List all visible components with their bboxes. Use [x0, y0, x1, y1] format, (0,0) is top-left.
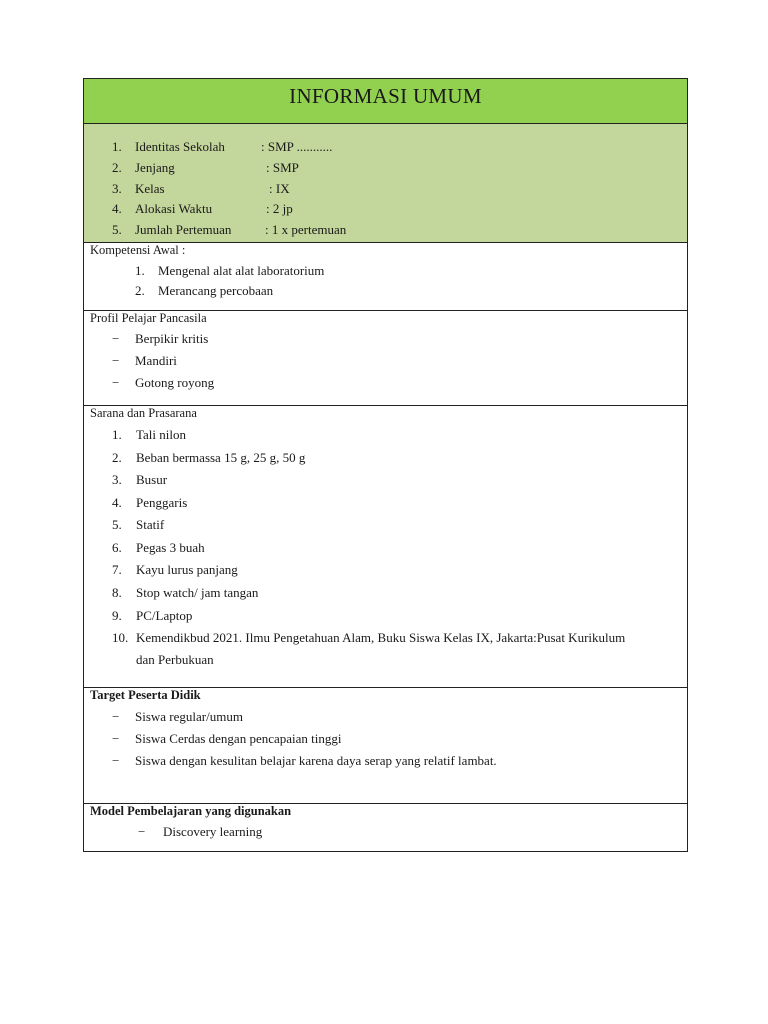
bullet-dash: −	[112, 753, 120, 768]
sarana-item: Stop watch/ jam tangan	[136, 585, 259, 600]
target-peserta-section	[84, 687, 687, 803]
target-item: Siswa regular/umum	[135, 709, 243, 724]
info-value: : 2 jp	[266, 201, 293, 217]
sarana-number: 10.	[112, 630, 129, 645]
bullet-dash: −	[138, 824, 146, 839]
kompetensi-item: Mengenal alat alat laboratorium	[158, 263, 325, 278]
sarana-number: 8.	[112, 585, 122, 600]
info-number: 4.	[112, 201, 122, 217]
info-value: : SMP	[266, 159, 299, 175]
profil-item: Gotong royong	[135, 375, 215, 390]
sarana-number: 4.	[112, 495, 122, 510]
info-number: 1.	[112, 139, 122, 154]
target-heading: Target Peserta Didik	[90, 688, 201, 702]
kompetensi-item: Merancang percobaan	[158, 283, 274, 298]
page-title: INFORMASI UMUM	[289, 84, 482, 108]
info-item-identitas	[84, 137, 687, 158]
profil-item: Mandiri	[135, 353, 177, 368]
sarana-number: 7.	[112, 562, 122, 577]
bullet-dash: −	[112, 731, 120, 746]
sarana-item: Busur	[136, 472, 168, 487]
sarana-number: 6.	[112, 540, 122, 555]
info-label: Kelas	[135, 180, 165, 196]
info-label: Jumlah Pertemuan	[135, 222, 232, 238]
title-row	[84, 79, 687, 123]
sarana-item: Statif	[136, 517, 165, 532]
info-value: : SMP ...........	[261, 139, 333, 154]
sarana-item: Pegas 3 buah	[136, 540, 205, 555]
profil-heading: Profil Pelajar Pancasila	[90, 311, 207, 325]
model-pembelajaran-section	[84, 803, 687, 851]
model-item: Discovery learning	[163, 824, 263, 839]
info-item-jenjang	[84, 158, 687, 179]
sarana-number: 1.	[112, 427, 122, 442]
sarana-number: 3.	[112, 472, 122, 487]
kompetensi-heading: Kompetensi Awal :	[90, 243, 186, 257]
sarana-item-continuation: dan Perbukuan	[136, 652, 214, 667]
info-item-alokasi	[84, 199, 687, 220]
bullet-dash: −	[112, 353, 120, 368]
sarana-heading: Sarana dan Prasarana	[90, 406, 197, 420]
informasi-umum-table	[83, 78, 688, 852]
sarana-number: 2.	[112, 450, 122, 465]
info-value: : 1 x pertemuan	[265, 222, 347, 238]
info-number: 5.	[112, 222, 122, 238]
sarana-number: 9.	[112, 608, 122, 623]
sarana-number: 5.	[112, 517, 122, 532]
sarana-item: Penggaris	[136, 495, 188, 510]
sarana-item: Tali nilon	[136, 427, 187, 442]
profil-pelajar-section	[84, 310, 687, 405]
bullet-dash: −	[112, 331, 120, 346]
info-number: 2.	[112, 159, 122, 175]
info-item-pertemuan	[84, 220, 687, 241]
sarana-prasarana-section	[84, 405, 687, 687]
profil-item: Berpikir kritis	[135, 331, 209, 346]
sarana-item: PC/Laptop	[136, 608, 193, 623]
sarana-item: Kemendikbud 2021. Ilmu Pengetahuan Alam, Buku Siswa Kelas IX, Jakarta:Pusat Kurikulum	[136, 630, 626, 645]
kompetensi-number: 1.	[135, 263, 145, 278]
info-number: 3.	[112, 180, 122, 196]
info-label: Alokasi Waktu	[135, 201, 213, 217]
sarana-item: Kayu lurus panjang	[136, 562, 238, 577]
informasi-list	[84, 123, 687, 242]
bullet-dash: −	[112, 375, 120, 390]
info-label: Jenjang	[135, 159, 175, 175]
bullet-dash: −	[112, 709, 120, 724]
info-value: : IX	[269, 180, 290, 196]
sarana-item: Beban bermassa 15 g, 25 g, 50 g	[136, 450, 306, 465]
kompetensi-awal-section	[84, 242, 687, 310]
info-item-kelas	[84, 179, 687, 200]
kompetensi-number: 2.	[135, 283, 145, 298]
target-item: Siswa Cerdas dengan pencapaian tinggi	[135, 731, 342, 746]
info-label: Identitas Sekolah	[135, 139, 225, 154]
target-item: Siswa dengan kesulitan belajar karena daya serap yang relatif lambat.	[135, 753, 497, 768]
model-heading: Model Pembelajaran yang digunakan	[90, 804, 292, 818]
